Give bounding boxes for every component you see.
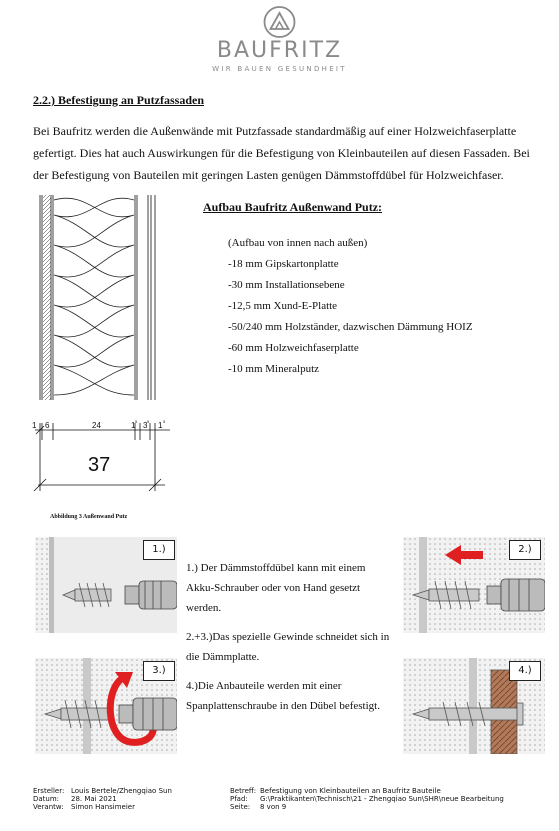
- step4-image: [403, 658, 545, 754]
- footer-label: Seite:: [230, 803, 251, 811]
- dim-label-6: 6: [45, 421, 50, 430]
- step-badge-3: 3.): [143, 661, 175, 681]
- construction-layers: [228, 233, 473, 380]
- footer-label: Verantw:: [33, 803, 64, 811]
- section-heading: 2.2.) Befestigung an Putzfassaden: [33, 93, 205, 107]
- insulation-pattern: [54, 198, 134, 395]
- dim-super-1: 5: [135, 419, 138, 424]
- layer-line: -30 mm Installationsebene: [228, 279, 345, 291]
- construction-title: Aufbau Baufritz Außenwand Putz:: [203, 200, 383, 214]
- step-text-3: 4.)Die Anbauteile werden mit einer Spanplattenschraube in den Dübel befestigt.: [186, 680, 380, 712]
- step-badge-4: 4.): [509, 661, 541, 681]
- step2-image: [403, 537, 545, 633]
- step-text-2: 2.+3.)Das spezielle Gewinde schneidet sich in die Dämmplatte.: [186, 631, 390, 663]
- layer-line: (Aufbau von innen nach außen): [228, 237, 368, 249]
- step-text-1: 1.) Der Dämmstoffdübel kann mit einem Akku-Schrauber oder von Hand gesetzt werden.: [186, 562, 366, 614]
- step-badge-1: 1.): [143, 540, 175, 560]
- dim-total: 37: [88, 454, 111, 476]
- footer-label: Pfad:: [230, 795, 248, 803]
- footer-value: 8 von 9: [260, 803, 287, 811]
- layer-line: -18 mm Gipskartonplatte: [228, 258, 339, 270]
- footer-value: 28. Mai 2021: [71, 795, 117, 803]
- intro-paragraph: Bei Baufritz werden die Außenwände mit Putzfassade standardmäßig auf einer Holzweichfaserplatte gefertigt. Dies hat auch Auswirkungen für die Befestigung von Kleinbauteilen auf diesen Fassaden. Bei der Befestigung von Bauteilen mit geringen Lasten genügen Dämmstoffdübel für Holzweichfaser.: [33, 124, 530, 182]
- step-instructions: [186, 558, 391, 725]
- wall-layer-lines: [40, 195, 155, 400]
- dim-label-24: 24: [92, 421, 101, 430]
- step-badge-2: 2.): [509, 540, 541, 560]
- layer-line: -60 mm Holzweichfaserplatte: [228, 342, 359, 354]
- footer-value: Louis Bertele/Zhengqiao Sun: [71, 787, 172, 795]
- layer-line: -12,5 mm Xund-E-Platte: [228, 300, 338, 312]
- layer-line: -50/240 mm Holzständer, dazwischen Dämmung HOIZ: [228, 321, 473, 333]
- footer-label: Betreff:: [230, 787, 257, 795]
- dim-label-1c: 1: [158, 421, 163, 430]
- brand-name: BAUFRITZ: [216, 38, 343, 63]
- dim-super-3: 5: [163, 419, 166, 424]
- footer-label: Datum:: [33, 795, 60, 803]
- footer-left: [33, 787, 172, 811]
- brand-tagline: WIR BAUEN GESUNDHEIT: [212, 65, 347, 73]
- footer-right: [230, 787, 504, 811]
- logo-emblem-icon: [265, 7, 295, 37]
- figure-caption: Abbildung 3 Außenwand Putz: [50, 514, 128, 520]
- footer-value: Simon Hansimeier: [71, 803, 135, 811]
- step3-image: [35, 658, 177, 754]
- dim-label-1: 1: [32, 421, 37, 430]
- step1-image: [35, 537, 177, 633]
- dim-label-3: 3: [143, 421, 148, 430]
- footer-label: Ersteller:: [33, 787, 65, 795]
- wall-section-drawing: [30, 195, 190, 515]
- footer-value: Befestigung von Kleinbauteilen an Baufritz Bauteile: [260, 787, 441, 795]
- layer-line: -10 mm Mineralputz: [228, 363, 320, 375]
- dim-label-1b: 1: [131, 421, 136, 430]
- footer-value: G:\Praktikanten\Technisch\21 - Zhengqiao Sun\SHR\neue Bearbeitung: [260, 795, 504, 803]
- dim-super-2: 5: [147, 419, 150, 424]
